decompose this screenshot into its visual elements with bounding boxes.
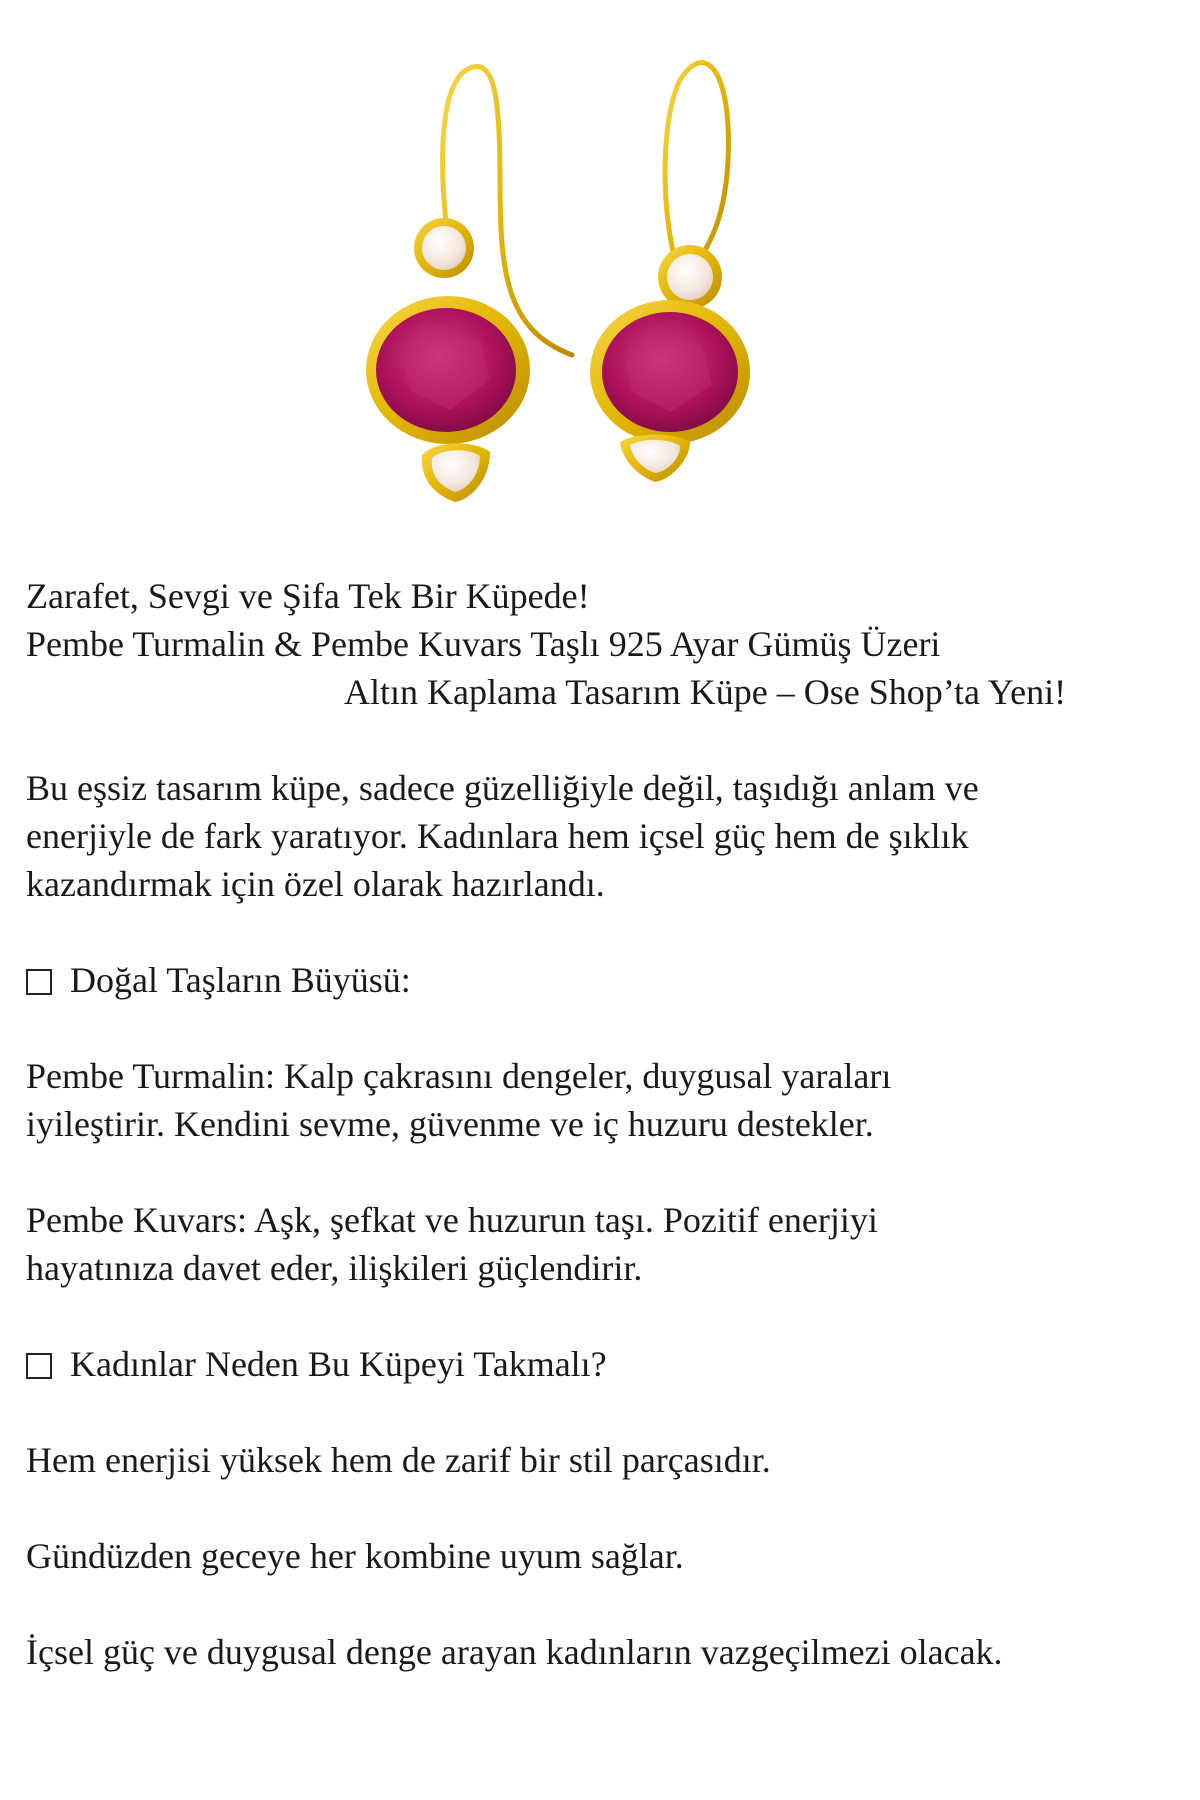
spacer [26, 1580, 1176, 1628]
section-heading-text: Doğal Taşların Büyüsü: [70, 960, 411, 1000]
quartz-line-2: hayatınıza davet eder, ilişkileri güçlendirir. [26, 1248, 643, 1288]
left-earring [366, 67, 572, 502]
tourmaline-line-2: iyileştirir. Kendini sevme, güvenme ve iç huzuru destekler. [26, 1104, 874, 1144]
spacer [26, 1148, 1176, 1196]
reason-2: Gündüzden geceye her kombine uyum sağlar. [26, 1536, 684, 1576]
spacer [26, 908, 1176, 956]
reason-3: İçsel güç ve duygusal denge arayan kadınların vazgeçilmezi olacak. [26, 1632, 1003, 1672]
tourmaline-line-1: Pembe Turmalin: Kalp çakrasını dengeler, duygusal yaraları [26, 1056, 892, 1096]
earrings-product-image [340, 40, 880, 540]
section-heading-why-wear [26, 1340, 1176, 1388]
checkbox-icon [26, 1353, 52, 1379]
quartz-line-1: Pembe Kuvars: Aşk, şefkat ve huzurun taşı. Pozitif enerjiyi [26, 1200, 878, 1240]
spacer [26, 1388, 1176, 1436]
intro-line-3: kazandırmak için özel olarak hazırlandı. [26, 864, 605, 904]
section-heading-text: Kadınlar Neden Bu Küpeyi Takmalı? [70, 1344, 607, 1384]
spacer [26, 1292, 1176, 1340]
spacer [26, 716, 1176, 764]
headline-line-2: Pembe Turmalin & Pembe Kuvars Taşlı 925 Ayar Gümüş Üzeri [26, 624, 941, 664]
spacer [26, 1004, 1176, 1052]
checkbox-icon [26, 969, 52, 995]
right-earring [590, 63, 750, 482]
spacer [26, 1484, 1176, 1532]
headline-line-1: Zarafet, Sevgi ve Şifa Tek Bir Küpede! [26, 576, 590, 616]
reason-1: Hem enerjisi yüksek hem de zarif bir stil parçasıdır. [26, 1440, 771, 1480]
section-heading-natural-stones [26, 956, 1176, 1004]
intro-line-1: Bu eşsiz tasarım küpe, sadece güzelliğiyle değil, taşıdığı anlam ve [26, 768, 979, 808]
product-description [26, 572, 1176, 1676]
intro-line-2: enerjiyle de fark yaratıyor. Kadınlara hem içsel güç hem de şıklık [26, 816, 969, 856]
headline-line-3: Altın Kaplama Tasarım Küpe – Ose Shop’ta Yeni! [344, 672, 1067, 712]
